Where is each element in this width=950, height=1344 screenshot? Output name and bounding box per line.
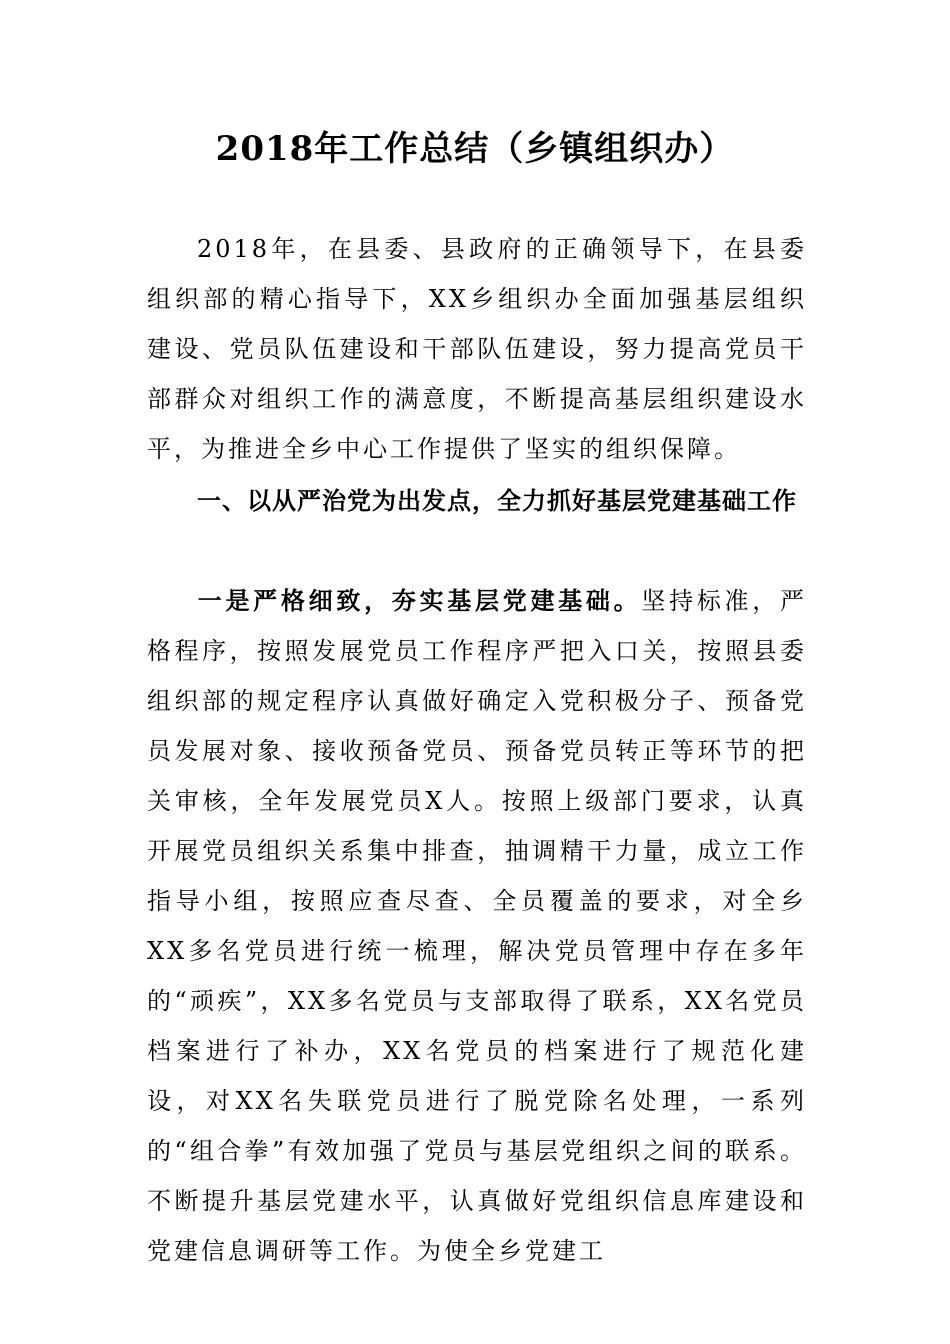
paragraph-lead-sentence: 一是严格细致，夯实基层党建基础。 (197, 586, 642, 615)
paragraph-section-1 (147, 576, 807, 1276)
paragraph-intro (147, 224, 807, 474)
paragraph-section-1-text: 坚持标准，严格程序，按照发展党员工作程序严把入口关，按照县委组织部的规定程序认真做好确定入党积极分子、预备党员发展对象、接收预备党员、预备党员转正等环节的把关审核，全年发展党员X人。按照上级部门要求，认真开展党员组织关系集中排查，抽调精干力量，成立工作指导小组，按照应查尽查、全员覆盖的要求，对全乡XX多名党员进行统一梳理，解决党员管理中存在多年的“顽疾”，XX多名党员与支部取得了联系，XX名党员档案进行了补办，XX名党员的档案进行了规范化建设，对XX名失联党员进行了脱党除名处理，一系列的“组合拳”有效加强了党员与基层党组织之间的联系。不断提升基层党建水平，认真做好党组织信息库建设和党建信息调研等工作。为使全乡党建工 (147, 587, 808, 1265)
section-heading: 一、以从严治党为出发点，全力抓好基层党建基础工作 (197, 487, 797, 515)
paragraph-intro-text: 2018年，在县委、县政府的正确领导下，在县委组织部的精心指导下，XX乡组织办全面加强基层组织建设、党员队伍建设和干部队伍建设，努力提高党员干部群众对组织工作的满意度，不断提高基层组织建设水平，为推进全乡中心工作提供了坚实的组织保障。 (147, 235, 807, 463)
document-title: 2018年工作总结（乡镇组织办） (215, 129, 735, 169)
